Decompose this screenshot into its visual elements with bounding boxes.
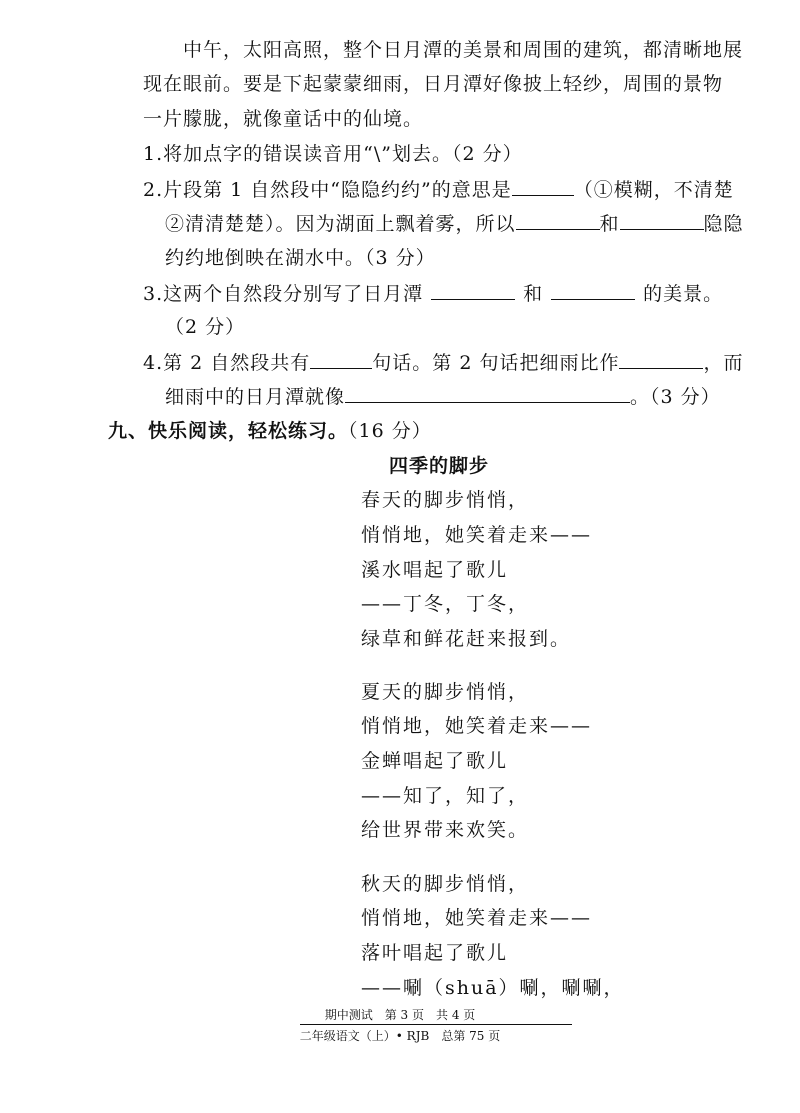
poem-line: 悄悄地，她笑着走来—— (361, 907, 593, 929)
footer-book-info: 二年级语文（上）• RJB 总第 75 页 (299, 1029, 501, 1043)
poem-line: 落叶唱起了歌儿 (361, 942, 509, 964)
poem-line: 给世界带来欢笑。 (361, 819, 530, 841)
footer-page-info: 期中测试 第 3 页 共 4 页 (324, 1008, 476, 1022)
answer-blank-q3-second[interactable] (551, 281, 635, 300)
poem-line: 悄悄地，她笑着走来—— (361, 524, 593, 546)
q4-text-c: ，而 (703, 352, 744, 374)
poem-title: 四季的脚步 (389, 455, 490, 477)
answer-blank-q2-meaning[interactable] (512, 177, 574, 196)
section-9-title: 九、快乐阅读，轻松练习。 (108, 420, 349, 442)
passage-line-2: 现在眼前。要是下起蒙蒙细雨，日月潭好像披上轻纱，周围的景物 (143, 73, 724, 95)
poem-line: ——唰（shuā）唰，唰唰， (361, 977, 625, 999)
question-2-line-3: 约约地倒映在湖水中。（3 分） (165, 247, 436, 269)
answer-blank-q3-first[interactable] (431, 281, 515, 300)
question-3-line-2: （2 分） (165, 316, 246, 338)
poem-line: 春天的脚步悄悄， (361, 489, 530, 511)
question-2-line-2 (165, 211, 744, 236)
poem-line: ——知了，知了， (361, 785, 530, 807)
q2-text-c: ②清清楚楚）。因为湖面上飘着雾，所以 (165, 213, 516, 235)
poem-line: 秋天的脚步悄悄， (361, 873, 530, 895)
question-2-line-1 (143, 177, 734, 202)
question-4-line-1 (143, 350, 743, 375)
question-4-line-2 (165, 384, 721, 409)
q3-text-a: 3.这两个自然段分别写了日月潭 (143, 283, 424, 305)
answer-blank-q4-compare[interactable] (619, 350, 703, 369)
section-9-score: （16 分） (348, 420, 432, 442)
poem-line: 溪水唱起了歌儿 (361, 559, 509, 581)
passage-line-1: 中午，太阳高照，整个日月潭的美景和周围的建筑，都清晰地展 (183, 39, 744, 61)
q2-text-d: 和 (599, 213, 620, 235)
q4-text-d: 细雨中的日月潭就像 (165, 386, 346, 408)
q2-text-b: （①模糊，不清楚 (573, 179, 734, 201)
q3-text-c: 的美景。 (643, 283, 724, 305)
poem-line: 夏天的脚步悄悄， (361, 681, 530, 703)
poem-line: 悄悄地，她笑着走来—— (361, 715, 593, 737)
q3-text-b: 和 (523, 283, 544, 305)
section-9-heading (108, 419, 432, 443)
footer-divider (300, 1024, 572, 1025)
q2-text-a: 2.片段第 1 自然段中“隐隐约约”的意思是 (143, 179, 512, 201)
poem-line: 绿草和鲜花赶来报到。 (361, 628, 572, 650)
answer-blank-q4-like[interactable] (345, 384, 630, 403)
answer-blank-q4-count[interactable] (310, 350, 372, 369)
answer-blank-q2-first[interactable] (516, 211, 600, 230)
q4-text-a: 4.第 2 自然段共有 (143, 352, 311, 374)
passage-line-3: 一片朦胧，就像童话中的仙境。 (143, 108, 424, 130)
q2-text-e: 隐隐 (703, 213, 744, 235)
question-3-line-1 (143, 281, 723, 306)
question-1: 1.将加点字的错误读音用“\”划去。（2 分） (143, 143, 523, 165)
q4-text-e: 。（3 分） (630, 386, 721, 408)
answer-blank-q2-second[interactable] (620, 211, 704, 230)
poem-line: 金蝉唱起了歌儿 (361, 750, 509, 772)
q4-text-b: 句话。第 2 句话把细雨比作 (372, 352, 620, 374)
poem-line: ——丁冬，丁冬， (361, 593, 530, 615)
